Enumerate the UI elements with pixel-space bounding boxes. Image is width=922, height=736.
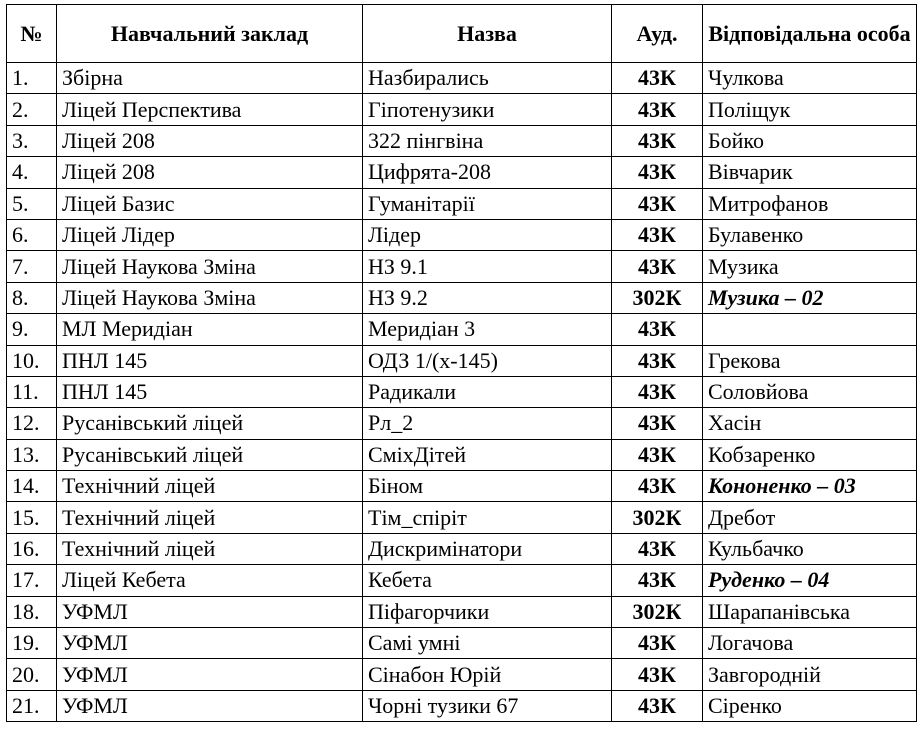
table-header [7,5,917,63]
school-cell: Збірна [57,63,363,94]
table-row [7,282,917,313]
team-name-cell: Кебета [363,565,612,596]
room-cell: 43К [612,533,703,564]
room-cell: 43К [612,408,703,439]
table-row [7,251,917,282]
responsible-person-cell: Хасін [703,408,917,439]
teams-table [6,4,917,722]
responsible-person-cell [703,314,917,345]
room-cell: 43К [612,345,703,376]
room-cell: 43К [612,471,703,502]
table-row [7,502,917,533]
header-responsible-person: Відповідальна особа [703,5,917,63]
table-row [7,533,917,564]
row-number-cell: 7. [7,251,57,282]
school-cell: УФМЛ [57,690,363,721]
table-row [7,376,917,407]
room-cell: 43К [612,63,703,94]
header-num: № [7,5,57,63]
responsible-person-cell: Шарапанівська [703,596,917,627]
school-cell: Ліцей Наукова Зміна [57,282,363,313]
table-row [7,690,917,721]
team-name-cell: 322 пінгвіна [363,125,612,156]
row-number-cell: 1. [7,63,57,94]
school-cell: ПНЛ 145 [57,345,363,376]
table-row [7,439,917,470]
table-row [7,314,917,345]
room-cell: 302К [612,596,703,627]
row-number-cell: 21. [7,690,57,721]
responsible-person-cell: Кобзаренко [703,439,917,470]
row-number-cell: 12. [7,408,57,439]
header-room: Ауд. [612,5,703,63]
school-cell: Технічний ліцей [57,502,363,533]
row-number-cell: 6. [7,219,57,250]
room-cell: 43К [612,314,703,345]
school-cell: Технічний ліцей [57,533,363,564]
responsible-person-cell: Кульбачко [703,533,917,564]
team-name-cell: Радикали [363,376,612,407]
team-name-cell: НЗ 9.2 [363,282,612,313]
team-name-cell: Чорні тузики 67 [363,690,612,721]
team-name-cell: НЗ 9.1 [363,251,612,282]
school-cell: Ліцей 208 [57,157,363,188]
responsible-person-cell: Вівчарик [703,157,917,188]
team-name-cell: СміхДітей [363,439,612,470]
row-number-cell: 18. [7,596,57,627]
row-number-cell: 10. [7,345,57,376]
team-name-cell: Лідер [363,219,612,250]
room-cell: 43К [612,251,703,282]
school-cell: Ліцей Кебета [57,565,363,596]
row-number-cell: 19. [7,628,57,659]
row-number-cell: 5. [7,188,57,219]
table-row [7,188,917,219]
school-cell: УФМЛ [57,659,363,690]
responsible-person-cell: Музика [703,251,917,282]
team-name-cell: Рл_2 [363,408,612,439]
room-cell: 43К [612,125,703,156]
room-cell: 43К [612,628,703,659]
table-body [7,63,917,722]
table-row [7,219,917,250]
row-number-cell: 2. [7,94,57,125]
responsible-person-cell: Чулкова [703,63,917,94]
school-cell: УФМЛ [57,596,363,627]
responsible-person-cell: Соловйова [703,376,917,407]
team-name-cell: ОДЗ 1/(х-145) [363,345,612,376]
responsible-person-cell: Митрофанов [703,188,917,219]
team-name-cell: Тім_спіріт [363,502,612,533]
team-name-cell: Самі умні [363,628,612,659]
table-row [7,94,917,125]
table-row [7,157,917,188]
room-cell: 43К [612,565,703,596]
table-row [7,345,917,376]
row-number-cell: 15. [7,502,57,533]
school-cell: Ліцей Перспектива [57,94,363,125]
school-cell: Технічний ліцей [57,471,363,502]
responsible-person-cell: Руденко – 04 [703,565,917,596]
team-name-cell: Гуманітарії [363,188,612,219]
school-cell: Русанівський ліцей [57,408,363,439]
row-number-cell: 3. [7,125,57,156]
row-number-cell: 4. [7,157,57,188]
responsible-person-cell: Кононенко – 03 [703,471,917,502]
team-name-cell: Піфагорчики [363,596,612,627]
responsible-person-cell: Бойко [703,125,917,156]
school-cell: Ліцей Базис [57,188,363,219]
row-number-cell: 11. [7,376,57,407]
table-row [7,596,917,627]
room-cell: 43К [612,94,703,125]
responsible-person-cell: Логачова [703,628,917,659]
team-name-cell: Дискримінатори [363,533,612,564]
team-name-cell: Сінабон Юрій [363,659,612,690]
team-name-cell: Біном [363,471,612,502]
team-name-cell: Назбирались [363,63,612,94]
responsible-person-cell: Сіренко [703,690,917,721]
responsible-person-cell: Булавенко [703,219,917,250]
row-number-cell: 8. [7,282,57,313]
room-cell: 43К [612,439,703,470]
table-row [7,471,917,502]
school-cell: Ліцей Наукова Зміна [57,251,363,282]
school-cell: МЛ Меридіан [57,314,363,345]
room-cell: 43К [612,376,703,407]
room-cell: 43К [612,690,703,721]
table-row [7,565,917,596]
school-cell: Ліцей Лідер [57,219,363,250]
row-number-cell: 13. [7,439,57,470]
responsible-person-cell: Завгородній [703,659,917,690]
table-row [7,63,917,94]
responsible-person-cell: Музика – 02 [703,282,917,313]
school-cell: Русанівський ліцей [57,439,363,470]
team-name-cell: Меридіан 3 [363,314,612,345]
responsible-person-cell: Грекова [703,345,917,376]
responsible-person-cell: Поліщук [703,94,917,125]
room-cell: 43К [612,659,703,690]
table-row [7,125,917,156]
team-name-cell: Гіпотенузики [363,94,612,125]
table-row [7,628,917,659]
row-number-cell: 14. [7,471,57,502]
table-row [7,659,917,690]
responsible-person-cell: Дребот [703,502,917,533]
row-number-cell: 17. [7,565,57,596]
row-number-cell: 16. [7,533,57,564]
room-cell: 302К [612,282,703,313]
room-cell: 43К [612,219,703,250]
table-row [7,408,917,439]
row-number-cell: 9. [7,314,57,345]
header-school: Навчальний заклад [57,5,363,63]
school-cell: УФМЛ [57,628,363,659]
school-cell: ПНЛ 145 [57,376,363,407]
room-cell: 43К [612,188,703,219]
room-cell: 43К [612,157,703,188]
header-row [7,5,917,63]
row-number-cell: 20. [7,659,57,690]
room-cell: 302К [612,502,703,533]
team-name-cell: Цифрята-208 [363,157,612,188]
school-cell: Ліцей 208 [57,125,363,156]
header-team-name: Назва [363,5,612,63]
